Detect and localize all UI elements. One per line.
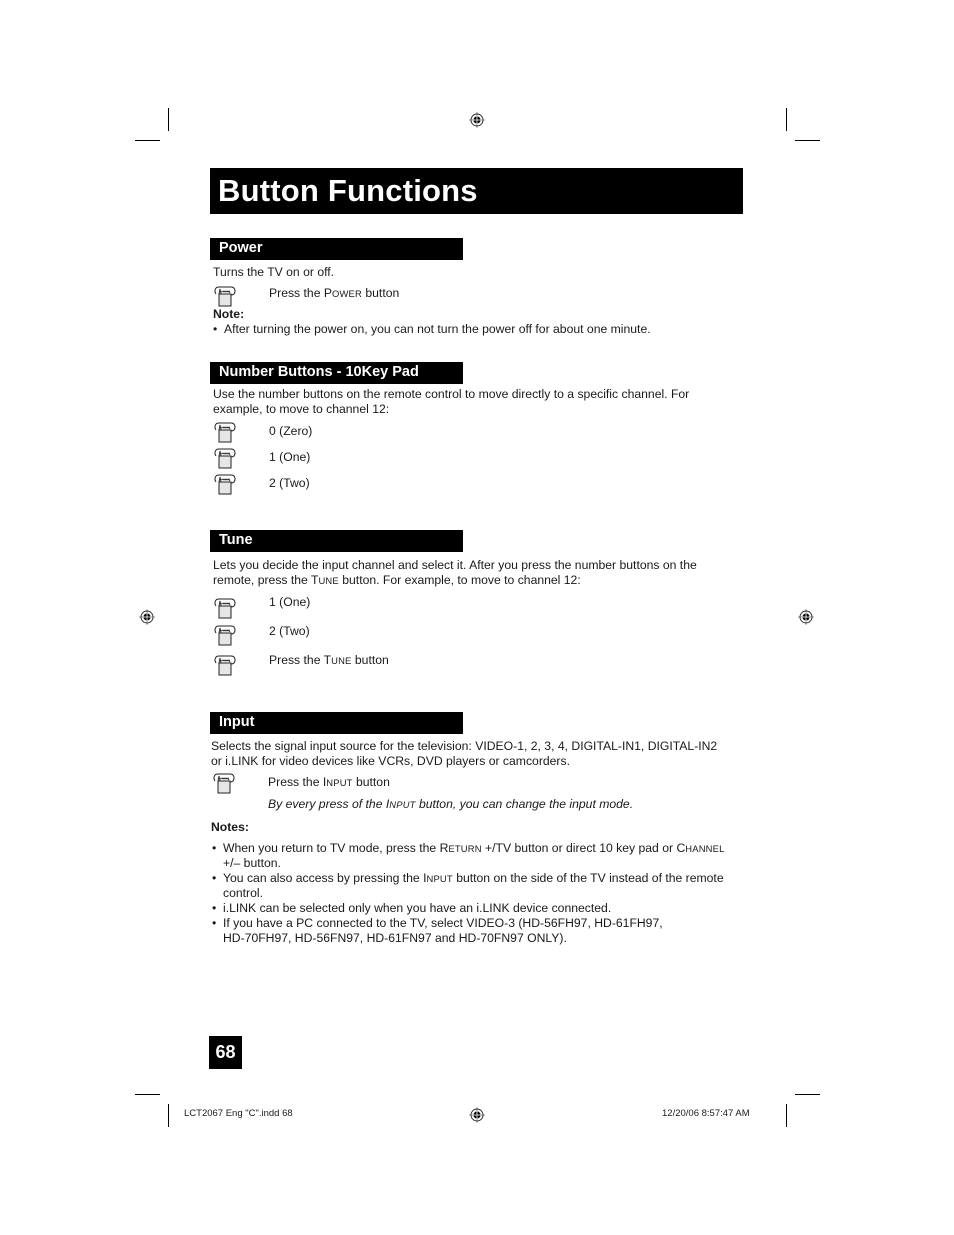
input-note-1-line2: +/– button. <box>223 856 281 870</box>
crop-mark-bottom-right-h <box>795 1094 820 1095</box>
page-title: Button Functions <box>210 168 743 214</box>
crop-mark-top-left-h <box>135 140 160 141</box>
input-step: Press the INPUT button <box>268 775 390 789</box>
number-step-2: 1 (One) <box>269 450 311 464</box>
input-step-detail: By every press of the INPUT button, you can change the input mode. <box>268 797 634 811</box>
hand-press-icon <box>213 624 237 647</box>
input-note-2-line1: You can also access by pressing the INPUT button on the side of the TV instead of the remote <box>223 871 724 885</box>
hand-press-icon <box>213 421 237 444</box>
registration-mark-icon <box>798 609 814 625</box>
input-description-line2: or i.LINK for video devices like VCRs, DVD players or camcorders. <box>211 754 570 768</box>
hand-press-icon <box>213 597 237 620</box>
input-note-4-line1: If you have a PC connected to the TV, select VIDEO-3 (HD-56FH97, HD-61FH97, <box>223 916 663 930</box>
registration-mark-icon <box>139 609 155 625</box>
input-note-4-line2: HD-70FH97, HD-56FN97, HD-61FN97 and HD-70FN97 ONLY). <box>223 931 567 945</box>
registration-mark-icon <box>469 1107 485 1123</box>
tune-description-line1: Lets you decide the input channel and select it. After you press the number buttons on the <box>213 558 697 572</box>
crop-mark-bottom-left-v <box>168 1104 169 1127</box>
input-note-2-line2: control. <box>223 886 263 900</box>
power-step: Press the POWER button <box>269 286 400 300</box>
input-description-line1: Selects the signal input source for the television: VIDEO-1, 2, 3, 4, DIGITAL-IN1, DIGITAL-IN2 <box>211 739 718 753</box>
input-note-1-line1: When you return to TV mode, press the RETURN +/TV button or direct 10 key pad or CHANNEL <box>223 841 725 855</box>
bullet: • <box>212 871 217 885</box>
power-description: Turns the TV on or off. <box>213 265 335 279</box>
hand-press-icon <box>213 654 237 677</box>
crop-mark-top-right-v <box>786 108 787 131</box>
tune-description-line2: remote, press the TUNE button. For example, to move to channel 12: <box>213 573 581 587</box>
input-note-3-line1: i.LINK can be selected only when you have an i.LINK device connected. <box>223 901 612 915</box>
crop-mark-bottom-left-h <box>135 1094 160 1095</box>
tune-step-3: Press the TUNE button <box>269 653 389 667</box>
power-note-1: After turning the power on, you can not turn the power off for about one minute. <box>224 322 651 336</box>
section-heading-power: Power <box>210 238 463 260</box>
hand-press-icon <box>213 285 237 308</box>
footer-file-name: LCT2067 Eng "C".indd 68 <box>184 1108 293 1119</box>
bullet: • <box>212 916 217 930</box>
footer-timestamp: 12/20/06 8:57:47 AM <box>662 1108 750 1119</box>
bullet: • <box>213 322 218 336</box>
section-heading-tune: Tune <box>210 530 463 552</box>
bullet: • <box>212 841 217 855</box>
tune-step-1: 1 (One) <box>269 595 311 609</box>
hand-press-icon <box>212 772 236 795</box>
section-heading-input: Input <box>210 712 463 734</box>
power-note-label: Note: <box>213 307 245 321</box>
number-buttons-description-line2: example, to move to channel 12: <box>213 402 390 416</box>
hand-press-icon <box>213 447 237 470</box>
crop-mark-top-left-v <box>168 108 169 131</box>
registration-mark-icon <box>469 112 485 128</box>
crop-mark-bottom-right-v <box>786 1104 787 1127</box>
number-buttons-description-line1: Use the number buttons on the remote control to move directly to a specific channel. For <box>213 387 690 401</box>
input-notes-label: Notes: <box>211 820 249 834</box>
page-number: 68 <box>209 1036 242 1069</box>
number-step-1: 0 (Zero) <box>269 424 313 438</box>
bullet: • <box>212 901 217 915</box>
hand-press-icon <box>213 473 237 496</box>
crop-mark-top-right-h <box>795 140 820 141</box>
number-step-3: 2 (Two) <box>269 476 310 490</box>
tune-step-2: 2 (Two) <box>269 624 310 638</box>
section-heading-number-buttons: Number Buttons - 10Key Pad <box>210 362 463 384</box>
